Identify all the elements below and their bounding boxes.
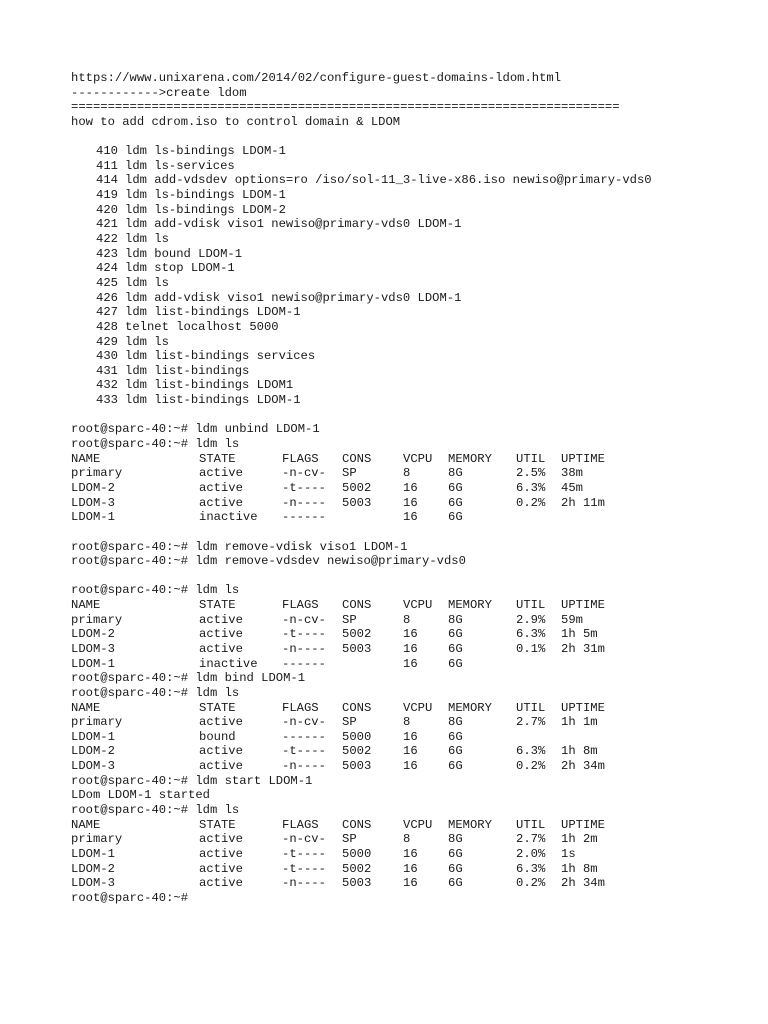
history-command: ldm list-bindings services bbox=[125, 349, 316, 364]
history-command: ldm bound LDOM-1 bbox=[125, 246, 243, 261]
table-row bbox=[71, 759, 761, 774]
column-header: STATE bbox=[199, 817, 236, 832]
table-cell: 8G bbox=[448, 715, 463, 730]
table-cell: 8G bbox=[448, 466, 463, 481]
table-cell: 5003 bbox=[342, 759, 372, 774]
table-cell: -n-cv- bbox=[282, 832, 326, 847]
table-cell: LDOM-1 bbox=[71, 510, 115, 525]
table-cell: 1h 8m bbox=[561, 744, 598, 759]
table-cell: active bbox=[199, 641, 243, 656]
history-number: 428 bbox=[96, 319, 118, 334]
table-cell: active bbox=[199, 466, 243, 481]
table-cell: 5002 bbox=[342, 861, 372, 876]
table-cell: active bbox=[199, 627, 243, 642]
table-cell: active bbox=[199, 495, 243, 510]
table-cell: primary bbox=[71, 612, 123, 627]
table-cell: 2.7% bbox=[516, 715, 546, 730]
table-cell: active bbox=[199, 759, 243, 774]
table-cell: -n-cv- bbox=[282, 612, 326, 627]
table-cell: -n---- bbox=[282, 876, 326, 891]
table-cell: 6G bbox=[448, 510, 463, 525]
shell-command-remove-vdisk: root@sparc-40:~# ldm remove-vdisk viso1 LDOM-1 bbox=[71, 539, 408, 554]
column-header: UPTIME bbox=[561, 817, 605, 832]
section-subtitle: how to add cdrom.iso to control domain & LDOM bbox=[71, 114, 401, 129]
table-cell: 0.2% bbox=[516, 759, 546, 774]
table-row bbox=[71, 715, 761, 730]
table-cell: 5003 bbox=[342, 495, 372, 510]
history-command: ldm ls-services bbox=[125, 158, 235, 173]
separator-line: =========================================================================== bbox=[71, 100, 620, 115]
table-cell: 1s bbox=[561, 846, 576, 861]
table-row bbox=[71, 627, 761, 642]
table-row bbox=[71, 730, 761, 745]
column-header: UTIL bbox=[516, 817, 546, 832]
table-cell bbox=[561, 730, 641, 745]
column-header: VCPU bbox=[403, 700, 433, 715]
column-header: FLAGS bbox=[282, 598, 319, 613]
column-header: NAME bbox=[71, 700, 101, 715]
table-cell: 16 bbox=[403, 480, 418, 495]
history-entry bbox=[71, 173, 761, 188]
column-header: UTIL bbox=[516, 451, 546, 466]
table-cell: bound bbox=[199, 729, 236, 744]
table-cell: 5002 bbox=[342, 627, 372, 642]
column-header: FLAGS bbox=[282, 700, 319, 715]
table-cell: 6G bbox=[448, 861, 463, 876]
table-cell bbox=[342, 657, 403, 672]
table-cell: 1h 8m bbox=[561, 861, 598, 876]
table-header-row bbox=[71, 701, 761, 716]
table-cell: 5003 bbox=[342, 876, 372, 891]
table-cell: 16 bbox=[403, 759, 418, 774]
table-cell: LDOM-3 bbox=[71, 495, 115, 510]
column-header: UTIL bbox=[516, 700, 546, 715]
table-cell: 6G bbox=[448, 480, 463, 495]
column-header: STATE bbox=[199, 451, 236, 466]
table-cell: LDOM-3 bbox=[71, 876, 115, 891]
history-command: ldm list-bindings LDOM-1 bbox=[125, 305, 301, 320]
table-cell: LDOM-1 bbox=[71, 729, 115, 744]
shell-command-start: root@sparc-40:~# ldm start LDOM-1 bbox=[71, 773, 313, 788]
history-number: 422 bbox=[96, 232, 118, 247]
table-cell: 5002 bbox=[342, 744, 372, 759]
table-cell: active bbox=[199, 876, 243, 891]
table-cell: 2.7% bbox=[516, 832, 546, 847]
history-command: ldm ls-bindings LDOM-1 bbox=[125, 144, 286, 159]
table-cell: 8G bbox=[448, 612, 463, 627]
domain-table-4 bbox=[71, 818, 761, 891]
column-header: MEMORY bbox=[448, 817, 492, 832]
table-cell: 5000 bbox=[342, 846, 372, 861]
table-cell: -t---- bbox=[282, 627, 326, 642]
column-header: NAME bbox=[71, 817, 101, 832]
start-output-message: LDom LDOM-1 started bbox=[71, 788, 210, 803]
table-row bbox=[71, 510, 761, 525]
table-header-row bbox=[71, 452, 761, 467]
history-command: telnet localhost 5000 bbox=[125, 319, 279, 334]
history-command: ldm ls bbox=[125, 334, 169, 349]
history-number: 425 bbox=[96, 275, 118, 290]
table-cell: ------ bbox=[282, 510, 326, 525]
table-cell: 6G bbox=[448, 495, 463, 510]
history-number: 423 bbox=[96, 246, 118, 261]
history-command: ldm ls-bindings LDOM-2 bbox=[125, 202, 286, 217]
table-cell bbox=[561, 657, 641, 672]
table-cell: -n---- bbox=[282, 641, 326, 656]
table-cell: 59m bbox=[561, 612, 583, 627]
history-number: 421 bbox=[96, 217, 118, 232]
column-header: FLAGS bbox=[282, 817, 319, 832]
table-cell: 45m bbox=[561, 480, 583, 495]
column-header: MEMORY bbox=[448, 598, 492, 613]
history-number: 411 bbox=[96, 158, 118, 173]
document-page bbox=[71, 71, 761, 906]
table-cell: 16 bbox=[403, 861, 418, 876]
shell-prompt: root@sparc-40:~# bbox=[71, 890, 189, 905]
table-row bbox=[71, 642, 761, 657]
table-cell: 38m bbox=[561, 466, 583, 481]
table-cell: 0.2% bbox=[516, 495, 546, 510]
table-cell: 8 bbox=[403, 832, 411, 847]
table-cell: 2h 34m bbox=[561, 876, 605, 891]
table-cell: 6G bbox=[448, 656, 463, 671]
history-command: ldm list-bindings LDOM-1 bbox=[125, 393, 301, 408]
table-cell: -n---- bbox=[282, 495, 326, 510]
history-entry bbox=[71, 378, 761, 393]
table-cell: LDOM-2 bbox=[71, 744, 115, 759]
spacer bbox=[71, 569, 761, 584]
table-cell: primary bbox=[71, 466, 123, 481]
domain-table-3 bbox=[71, 701, 761, 774]
table-cell: active bbox=[199, 480, 243, 495]
table-cell: inactive bbox=[199, 656, 258, 671]
table-cell: -t---- bbox=[282, 480, 326, 495]
history-number: 419 bbox=[96, 188, 118, 203]
table-cell: LDOM-1 bbox=[71, 656, 115, 671]
table-cell: 6.3% bbox=[516, 861, 546, 876]
column-header: UPTIME bbox=[561, 598, 605, 613]
column-header: CONS bbox=[342, 598, 372, 613]
history-entry bbox=[71, 261, 761, 276]
history-number: 414 bbox=[96, 173, 118, 188]
table-cell: 6.3% bbox=[516, 480, 546, 495]
table-cell: 16 bbox=[403, 495, 418, 510]
spacer bbox=[71, 525, 761, 540]
table-cell: primary bbox=[71, 715, 123, 730]
column-header: CONS bbox=[342, 451, 372, 466]
history-command: ldm add-vdisk viso1 newiso@primary-vds0 LDOM-1 bbox=[125, 217, 462, 232]
table-row bbox=[71, 496, 761, 511]
table-row bbox=[71, 481, 761, 496]
table-cell: SP bbox=[342, 832, 357, 847]
column-header: NAME bbox=[71, 451, 101, 466]
shell-command-unbind: root@sparc-40:~# ldm unbind LDOM-1 bbox=[71, 422, 320, 437]
history-number: 430 bbox=[96, 349, 118, 364]
command-history-list bbox=[71, 144, 761, 408]
shell-command-ls: root@sparc-40:~# ldm ls bbox=[71, 685, 240, 700]
table-cell: active bbox=[199, 612, 243, 627]
table-cell bbox=[561, 510, 641, 525]
column-header: NAME bbox=[71, 598, 101, 613]
history-command: ldm ls bbox=[125, 275, 169, 290]
table-cell: 2h 34m bbox=[561, 759, 605, 774]
history-entry bbox=[71, 188, 761, 203]
history-command: ldm ls bbox=[125, 232, 169, 247]
table-cell: -t---- bbox=[282, 846, 326, 861]
history-entry bbox=[71, 335, 761, 350]
table-cell: -n-cv- bbox=[282, 715, 326, 730]
table-row bbox=[71, 657, 761, 672]
table-cell: SP bbox=[342, 715, 357, 730]
table-cell: 2.0% bbox=[516, 846, 546, 861]
shell-command-remove-vdsdev: root@sparc-40:~# ldm remove-vdsdev newiso@primary-vds0 bbox=[71, 554, 466, 569]
table-cell: 2h 11m bbox=[561, 495, 605, 510]
history-number: 410 bbox=[96, 144, 118, 159]
history-entry bbox=[71, 364, 761, 379]
table-cell: 8 bbox=[403, 466, 411, 481]
table-cell: 6G bbox=[448, 627, 463, 642]
table-cell: ------ bbox=[282, 656, 326, 671]
history-entry bbox=[71, 159, 761, 174]
table-cell bbox=[516, 657, 561, 672]
table-cell: ------ bbox=[282, 729, 326, 744]
table-cell: active bbox=[199, 715, 243, 730]
table-cell: LDOM-2 bbox=[71, 480, 115, 495]
table-cell: -t---- bbox=[282, 861, 326, 876]
column-header: UTIL bbox=[516, 598, 546, 613]
column-header: VCPU bbox=[403, 451, 433, 466]
table-cell: SP bbox=[342, 466, 357, 481]
table-cell: 2.9% bbox=[516, 612, 546, 627]
table-cell: 2h 31m bbox=[561, 641, 605, 656]
table-row bbox=[71, 466, 761, 481]
domain-table-1 bbox=[71, 452, 761, 525]
table-row bbox=[71, 847, 761, 862]
table-cell: LDOM-2 bbox=[71, 861, 115, 876]
table-cell: 16 bbox=[403, 510, 418, 525]
history-command: ldm list-bindings bbox=[125, 363, 250, 378]
table-row bbox=[71, 832, 761, 847]
column-header: CONS bbox=[342, 817, 372, 832]
history-number: 433 bbox=[96, 393, 118, 408]
history-entry bbox=[71, 393, 761, 408]
table-cell: active bbox=[199, 832, 243, 847]
column-header: UPTIME bbox=[561, 451, 605, 466]
table-cell: 5003 bbox=[342, 641, 372, 656]
table-cell: 16 bbox=[403, 656, 418, 671]
shell-command-ls: root@sparc-40:~# ldm ls bbox=[71, 437, 240, 452]
history-number: 431 bbox=[96, 363, 118, 378]
table-cell: inactive bbox=[199, 510, 258, 525]
create-ldom-note: ------------>create ldom bbox=[71, 85, 247, 100]
table-cell: 6G bbox=[448, 641, 463, 656]
table-cell bbox=[516, 730, 561, 745]
column-header: VCPU bbox=[403, 598, 433, 613]
history-entry bbox=[71, 217, 761, 232]
history-number: 426 bbox=[96, 290, 118, 305]
history-command: ldm add-vdisk viso1 newiso@primary-vds0 LDOM-1 bbox=[125, 290, 462, 305]
table-cell: 8 bbox=[403, 612, 411, 627]
table-cell: LDOM-2 bbox=[71, 627, 115, 642]
table-cell: -n---- bbox=[282, 759, 326, 774]
column-header: FLAGS bbox=[282, 451, 319, 466]
table-cell: active bbox=[199, 846, 243, 861]
table-cell: 6.3% bbox=[516, 744, 546, 759]
table-cell: 2.5% bbox=[516, 466, 546, 481]
shell-command-ls: root@sparc-40:~# ldm ls bbox=[71, 803, 240, 818]
history-number: 432 bbox=[96, 378, 118, 393]
history-entry bbox=[71, 247, 761, 262]
column-header: UPTIME bbox=[561, 700, 605, 715]
table-cell bbox=[342, 510, 403, 525]
table-cell: 16 bbox=[403, 729, 418, 744]
history-number: 420 bbox=[96, 202, 118, 217]
history-entry bbox=[71, 232, 761, 247]
table-cell bbox=[516, 510, 561, 525]
table-cell: 1h 2m bbox=[561, 832, 598, 847]
column-header: STATE bbox=[199, 700, 236, 715]
history-number: 427 bbox=[96, 305, 118, 320]
column-header: CONS bbox=[342, 700, 372, 715]
history-entry bbox=[71, 305, 761, 320]
history-entry bbox=[71, 291, 761, 306]
spacer bbox=[71, 130, 761, 145]
table-cell: 1h 5m bbox=[561, 627, 598, 642]
history-command: ldm stop LDOM-1 bbox=[125, 261, 235, 276]
table-cell: 16 bbox=[403, 846, 418, 861]
table-cell: -n-cv- bbox=[282, 466, 326, 481]
table-cell: 5002 bbox=[342, 480, 372, 495]
table-cell: primary bbox=[71, 832, 123, 847]
history-command: ldm list-bindings LDOM1 bbox=[125, 378, 294, 393]
column-header: STATE bbox=[199, 598, 236, 613]
table-cell: 6G bbox=[448, 759, 463, 774]
history-number: 424 bbox=[96, 261, 118, 276]
table-row bbox=[71, 613, 761, 628]
table-cell: 5000 bbox=[342, 729, 372, 744]
table-cell: 6G bbox=[448, 729, 463, 744]
table-cell: 16 bbox=[403, 876, 418, 891]
table-cell: 6G bbox=[448, 876, 463, 891]
column-header: MEMORY bbox=[448, 451, 492, 466]
table-row bbox=[71, 876, 761, 891]
table-cell: 16 bbox=[403, 627, 418, 642]
history-command: ldm ls-bindings LDOM-1 bbox=[125, 188, 286, 203]
table-cell: 0.2% bbox=[516, 876, 546, 891]
table-cell: active bbox=[199, 861, 243, 876]
domain-table-2 bbox=[71, 598, 761, 671]
history-number: 429 bbox=[96, 334, 118, 349]
history-entry bbox=[71, 144, 761, 159]
table-cell: 6G bbox=[448, 744, 463, 759]
table-cell: LDOM-3 bbox=[71, 759, 115, 774]
table-header-row bbox=[71, 818, 761, 833]
table-cell: active bbox=[199, 744, 243, 759]
table-cell: 8G bbox=[448, 832, 463, 847]
source-url: https://www.unixarena.com/2014/02/configure-guest-domains-ldom.html bbox=[71, 71, 562, 85]
table-row bbox=[71, 862, 761, 877]
shell-command-bind: root@sparc-40:~# ldm bind LDOM-1 bbox=[71, 671, 306, 686]
table-cell: LDOM-3 bbox=[71, 641, 115, 656]
table-cell: 6.3% bbox=[516, 627, 546, 642]
column-header: MEMORY bbox=[448, 700, 492, 715]
table-cell: LDOM-1 bbox=[71, 846, 115, 861]
table-cell: 0.1% bbox=[516, 641, 546, 656]
history-entry bbox=[71, 276, 761, 291]
history-entry bbox=[71, 349, 761, 364]
history-entry bbox=[71, 203, 761, 218]
spacer bbox=[71, 408, 761, 423]
shell-command-ls: root@sparc-40:~# ldm ls bbox=[71, 583, 240, 598]
column-header: VCPU bbox=[403, 817, 433, 832]
table-cell: 16 bbox=[403, 641, 418, 656]
table-cell: -t---- bbox=[282, 744, 326, 759]
table-cell: 16 bbox=[403, 744, 418, 759]
table-header-row bbox=[71, 598, 761, 613]
history-entry bbox=[71, 320, 761, 335]
table-cell: SP bbox=[342, 612, 357, 627]
table-cell: 8 bbox=[403, 715, 411, 730]
table-row bbox=[71, 744, 761, 759]
table-cell: 1h 1m bbox=[561, 715, 598, 730]
table-cell: 6G bbox=[448, 846, 463, 861]
history-command: ldm add-vdsdev options=ro /iso/sol-11_3-live-x86.iso newiso@primary-vds0 bbox=[125, 173, 652, 188]
